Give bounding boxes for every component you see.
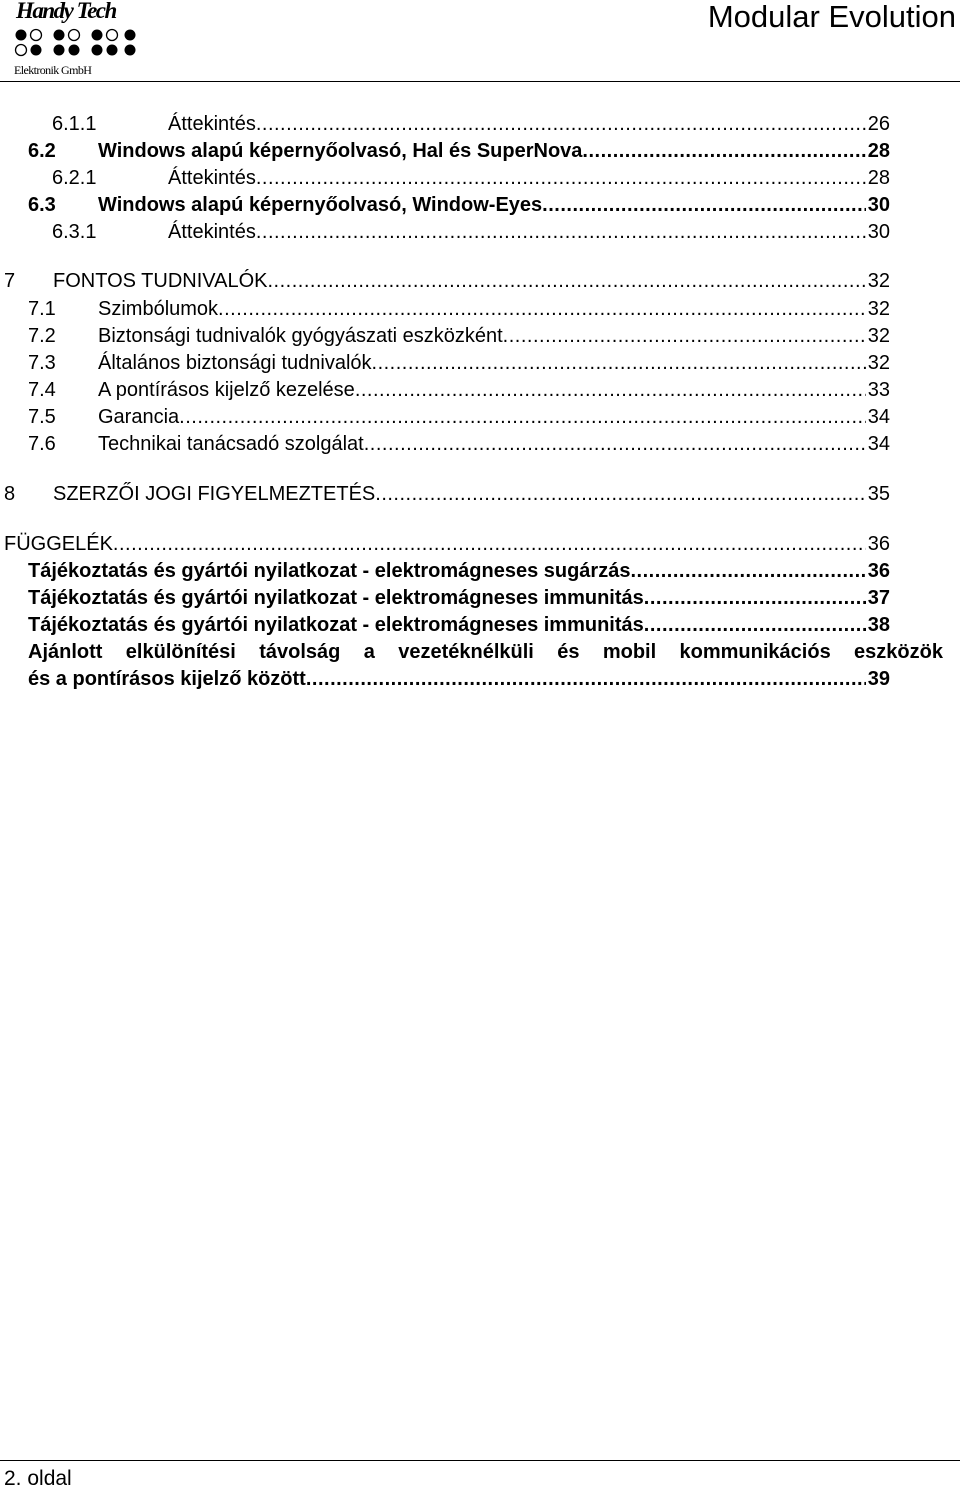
toc-leader <box>375 481 865 507</box>
toc-entry[interactable] <box>52 219 890 245</box>
toc-title: Technikai tanácsadó szolgálat <box>98 433 364 455</box>
toc-title: Tájékoztatás és gyártói nyilatkozat - elektromágneses immunitás <box>28 614 644 636</box>
toc-leader <box>256 219 866 245</box>
toc-entry[interactable] <box>28 377 890 403</box>
toc-entry[interactable] <box>28 350 890 376</box>
toc-title: SZERZŐI JOGI FIGYELMEZTETÉS <box>53 483 376 505</box>
header-divider <box>0 81 960 82</box>
toc-title: Áttekintés <box>168 113 256 135</box>
toc-page: 30 <box>867 194 890 216</box>
toc-leader <box>355 377 866 403</box>
toc-page: 33 <box>867 379 890 401</box>
toc-entry[interactable] <box>28 323 890 349</box>
toc-leader <box>113 531 866 557</box>
toc-entry[interactable] <box>4 268 890 294</box>
toc-page: 26 <box>867 113 890 135</box>
toc-number: 7.3 <box>28 352 56 374</box>
toc-leader <box>267 268 865 294</box>
toc-page: 30 <box>867 221 890 243</box>
toc-title: Áttekintés <box>168 167 256 189</box>
toc-page: 32 <box>867 298 890 320</box>
toc-entry[interactable] <box>28 296 890 322</box>
toc-entry[interactable] <box>28 404 890 430</box>
toc-leader <box>630 558 865 584</box>
toc-entry[interactable] <box>28 585 890 611</box>
toc-leader <box>503 323 866 349</box>
toc-number: 6.1.1 <box>52 113 97 135</box>
toc-leader <box>256 165 866 191</box>
toc-leader <box>372 350 866 376</box>
toc-number: 6.2 <box>28 140 56 162</box>
toc-page: 28 <box>867 167 890 189</box>
toc-entry[interactable] <box>52 165 890 191</box>
toc-leader <box>256 111 866 137</box>
toc-page: 34 <box>867 406 890 428</box>
toc-entry[interactable] <box>28 192 890 218</box>
toc-title: A pontírásos kijelző kezelése <box>98 379 355 401</box>
toc-number: 7.6 <box>28 433 56 455</box>
logo-script-text: Handy Tech <box>16 0 116 23</box>
toc-leader <box>364 431 866 457</box>
company-logo <box>6 0 136 80</box>
toc-page: 38 <box>867 614 890 636</box>
toc-title: FONTOS TUDNIVALÓK <box>53 270 268 292</box>
toc-number: 7.2 <box>28 325 56 347</box>
toc-entry[interactable] <box>28 612 890 638</box>
document-title: Modular Evolution <box>707 0 956 34</box>
toc-title: Windows alapú képernyőolvasó, Window-Eyes <box>98 194 543 216</box>
toc-number: 7.4 <box>28 379 56 401</box>
toc-leader <box>179 404 866 430</box>
page-number: 2. oldal <box>4 1467 72 1490</box>
toc-title: és a pontírásos kijelző között <box>28 668 306 690</box>
footer-divider <box>0 1460 960 1461</box>
toc-page: 36 <box>867 560 890 582</box>
toc-number: 6.3 <box>28 194 56 216</box>
toc-entry[interactable] <box>4 481 890 507</box>
toc-leader <box>582 138 865 164</box>
toc-leader <box>644 585 866 611</box>
toc-title: FÜGGELÉK <box>4 533 113 555</box>
logo-subtitle: Elektronik GmbH <box>14 63 92 77</box>
toc-entry[interactable] <box>52 111 890 137</box>
toc-page: 28 <box>867 140 890 162</box>
toc-page: 39 <box>867 668 890 690</box>
toc-title: Windows alapú képernyőolvasó, Hal és SuperNova <box>98 140 583 162</box>
toc-entry[interactable] <box>28 558 890 584</box>
braille-dots-icon <box>14 28 139 58</box>
toc-leader <box>542 192 866 218</box>
toc-entry[interactable] <box>28 138 890 164</box>
toc-number: 7.1 <box>28 298 56 320</box>
toc-page: 32 <box>867 352 890 374</box>
toc-title: Biztonsági tudnivalók gyógyászati eszközként <box>98 325 503 347</box>
toc-number: 6.2.1 <box>52 167 97 189</box>
toc-page: 34 <box>867 433 890 455</box>
toc-number: 8 <box>4 483 16 505</box>
toc-leader <box>218 296 866 322</box>
toc-number: 6.3.1 <box>52 221 97 243</box>
toc-title: Áttekintés <box>168 221 256 243</box>
toc-leader <box>306 666 866 692</box>
toc-entry[interactable] <box>4 531 890 557</box>
toc-title: Tájékoztatás és gyártói nyilatkozat - elektromágneses immunitás <box>28 587 644 609</box>
toc-number: 7 <box>4 270 16 292</box>
toc-page: 37 <box>867 587 890 609</box>
toc-page: 32 <box>867 325 890 347</box>
toc-title: Garancia <box>98 406 180 428</box>
toc-title: Szimbólumok <box>98 298 219 320</box>
toc-title: Általános biztonsági tudnivalók <box>98 352 372 374</box>
toc-page: 36 <box>867 533 890 555</box>
toc-title: Tájékoztatás és gyártói nyilatkozat - elektromágneses sugárzás <box>28 560 631 582</box>
toc-page: 35 <box>867 483 890 505</box>
toc-entry[interactable] <box>28 666 890 692</box>
toc-entry[interactable] <box>28 431 890 457</box>
toc-entry-wrapped-line1[interactable]: Ajánlott elkülönítési távolság a vezetéknélküli és mobil kommunikációs eszközök <box>28 641 943 663</box>
toc-page: 32 <box>867 270 890 292</box>
toc-number: 7.5 <box>28 406 56 428</box>
toc-leader <box>644 612 866 638</box>
